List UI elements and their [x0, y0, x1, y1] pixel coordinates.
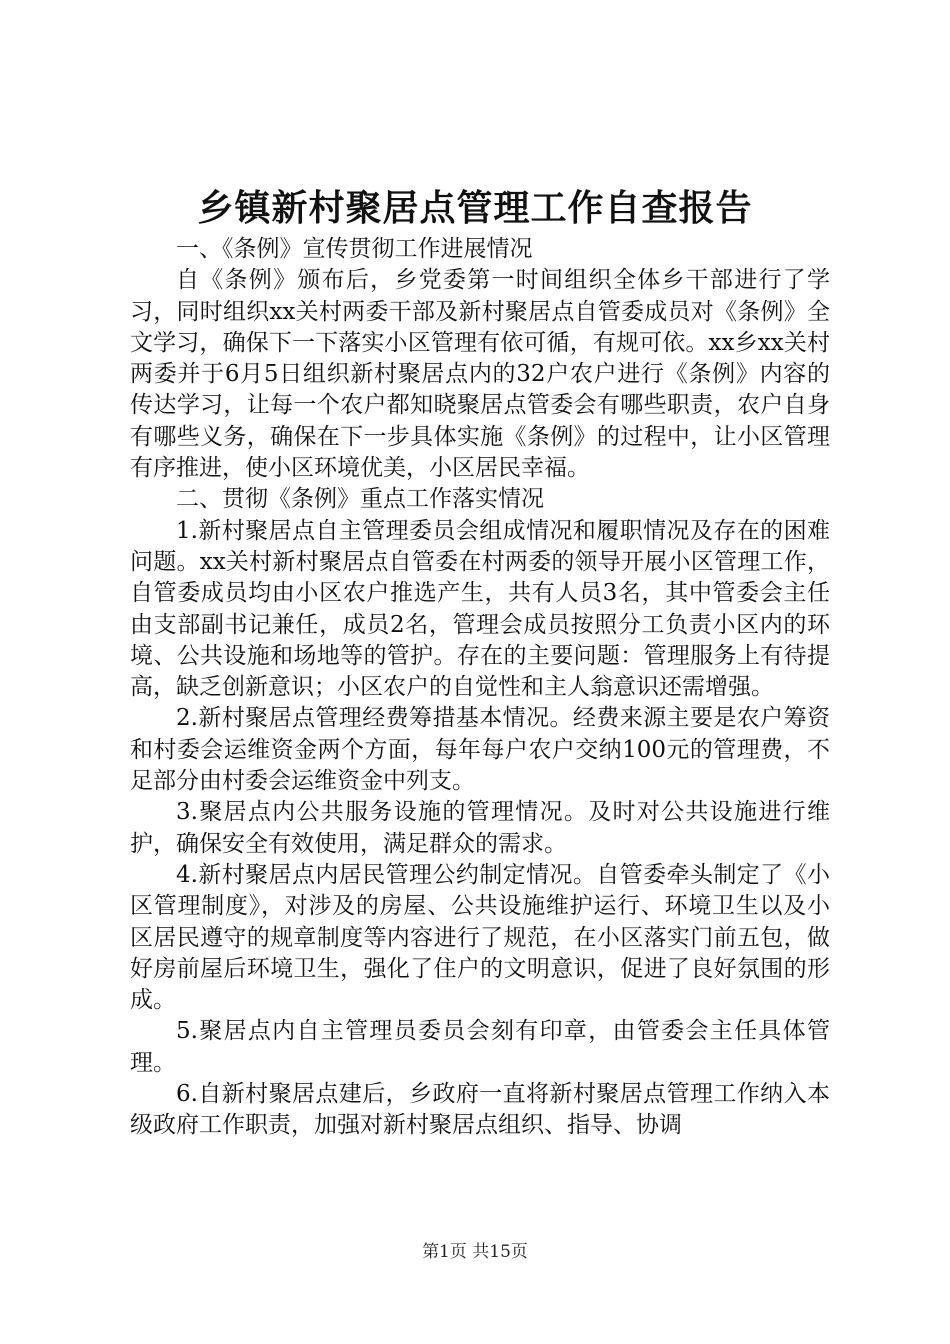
paragraph-item-2: 2.新村聚居点管理经费筹措基本情况。经费来源主要是农户筹资和村委会运维资金两个方面，每年每户农户交纳100元的管理费，不足部分由村委会运维资金中列支。	[130, 705, 830, 795]
paragraph-item-4: 4.新村聚居点内居民管理公约制定情况。自管委牵头制定了《小区管理制度》，对涉及的房屋、公共设施维护运行、环境卫生以及小区居民遵守的规章制度等内容进行了规范，在小区落实门前五包，做好房前屋后环境卫生，强化了住户的文明意识，促进了良好氛围的形成。	[130, 861, 830, 1014]
paragraph-item-1: 1.新村聚居点自主管理委员会组成情况和履职情况及存在的困难问题。xx关村新村聚居点自管委在村两委的领导开展小区管理工作，自管委成员均由小区农户推选产生，共有人员3名，其中管委会主任由支部副书记兼任，成员2名，管理会成员按照分工负责小区内的环境、公共设施和场地等的管护。存在的主要问题：管理服务上有待提高，缺乏创新意识；小区农户的自觉性和主人翁意识还需增强。	[130, 517, 830, 701]
document-title: 乡镇新村聚居点管理工作自查报告	[197, 188, 753, 229]
document-body	[130, 234, 830, 1142]
section-heading-1: 一、《条例》宣传贯彻工作进展情况	[176, 236, 533, 262]
page-number-footer: 第1页 共15页	[422, 1242, 528, 1262]
paragraph-item-5: 5.聚居点内自主管理员委员会刻有印章，由管委会主任具体管理。	[130, 1018, 830, 1076]
paragraph-item-3: 3.聚居点内公共服务设施的管理情况。及时对公共设施进行维护，确保安全有效使用，满足群众的需求。	[130, 799, 830, 857]
paragraph-1: 自《条例》颁布后，乡党委第一时间组织全体乡干部进行了学习，同时组织xx关村两委干部及新村聚居点自管委成员对《条例》全文学习，确保下一下落实小区管理有依可循，有规可依。xx乡xx关村两委并于6月5日组织新村聚居点内的32户农户进行《条例》内容的传达学习，让每一个农户都知晓聚居点管委会有哪些职责，农户自身有哪些义务，确保在下一步具体实施《条例》的过程中，让小区管理有序推进，使小区环境优美，小区居民幸福。	[130, 267, 830, 482]
paragraph-item-6: 6.自新村聚居点建后，乡政府一直将新村聚居点管理工作纳入本级政府工作职责，加强对新村聚居点组织、指导、协调	[130, 1081, 830, 1139]
section-heading-2: 二、贯彻《条例》重点工作落实情况	[176, 486, 544, 513]
